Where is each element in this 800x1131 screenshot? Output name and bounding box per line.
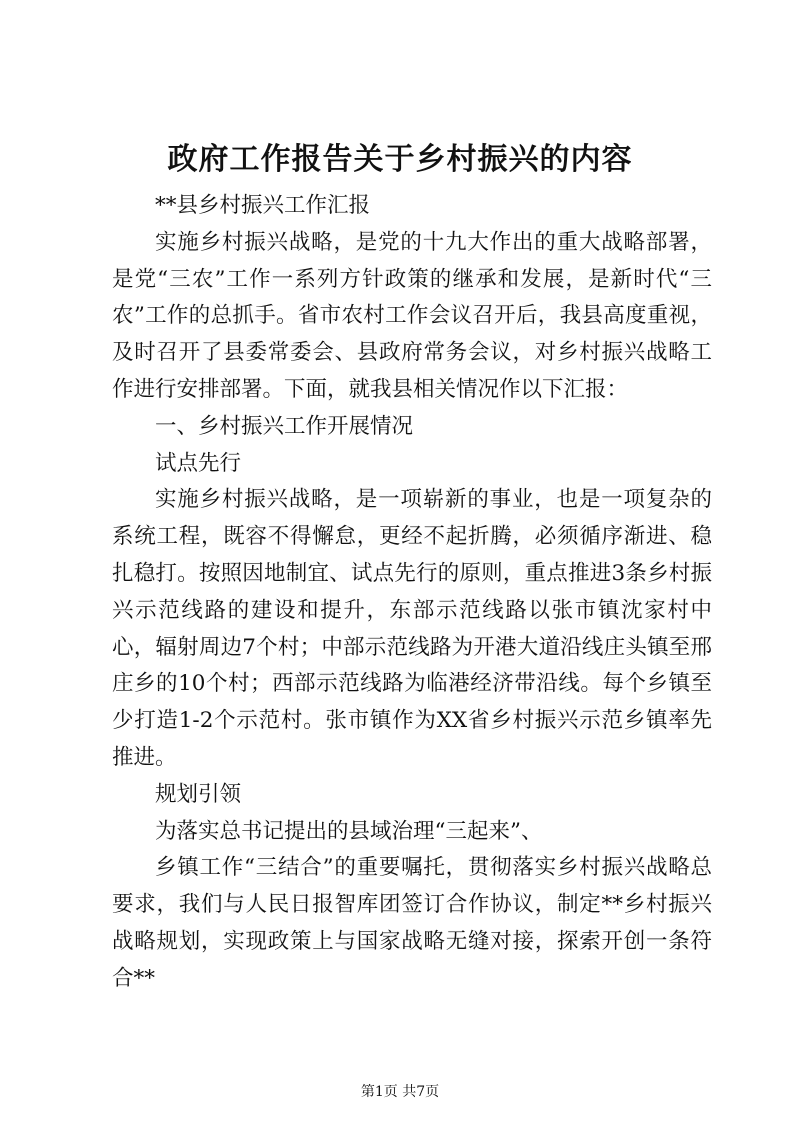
document-body	[112, 188, 712, 998]
paragraph-heading-report: **县乡村振兴工作汇报	[155, 193, 371, 218]
paragraph-intro: 实施乡村振兴战略，是党的十九大作出的重大战略部署，是党“三农”工作一系列方针政策的继承和发展，是新时代“三农”工作的总抓手。省市农村工作会议召开后，我县高度重视，及时召开了县委常委会、县政府常务会议，对乡村振兴战略工作进行安排部署。下面，就我县相关情况作以下汇报：	[112, 229, 712, 402]
section-heading-1: 一、乡村振兴工作开展情况	[155, 413, 414, 439]
subheading-planning: 规划引领	[155, 781, 242, 807]
paragraph-pilot: 实施乡村振兴战略，是一项崭新的事业，也是一项复杂的系统工程，既容不得懈怠，更经不起折腾，必须循序渐进、稳扎稳打。按照因地制宜、试点先行的原则，重点推进3条乡村振兴示范线路的建设和提升，东部示范线路以张市镇沈家村中心，辐射周边7个村；中部示范线路为开港大道沿线庄头镇至邢庄乡的10个村；西部示范线路为临港经济带沿线。每个乡镇至少打造1-2个示范村。张市镇作为XX省乡村振兴示范乡镇率先推进。	[112, 487, 712, 770]
subheading-pilot: 试点先行	[155, 450, 242, 476]
paragraph-planning-1: 为落实总书记提出的县域治理“三起来”、	[155, 818, 543, 844]
page-number: 第1页 共7页	[360, 1084, 440, 1100]
document-title: 政府工作报告关于乡村振兴的内容	[167, 142, 633, 177]
paragraph-planning-2: 乡镇工作“三结合”的重要嘱托，贯彻落实乡村振兴战略总要求，我们与人民日报智库团签订合作协议，制定**乡村振兴战略规划，实现政策上与国家战略无缝对接，探索开创一条符合**	[112, 855, 712, 991]
